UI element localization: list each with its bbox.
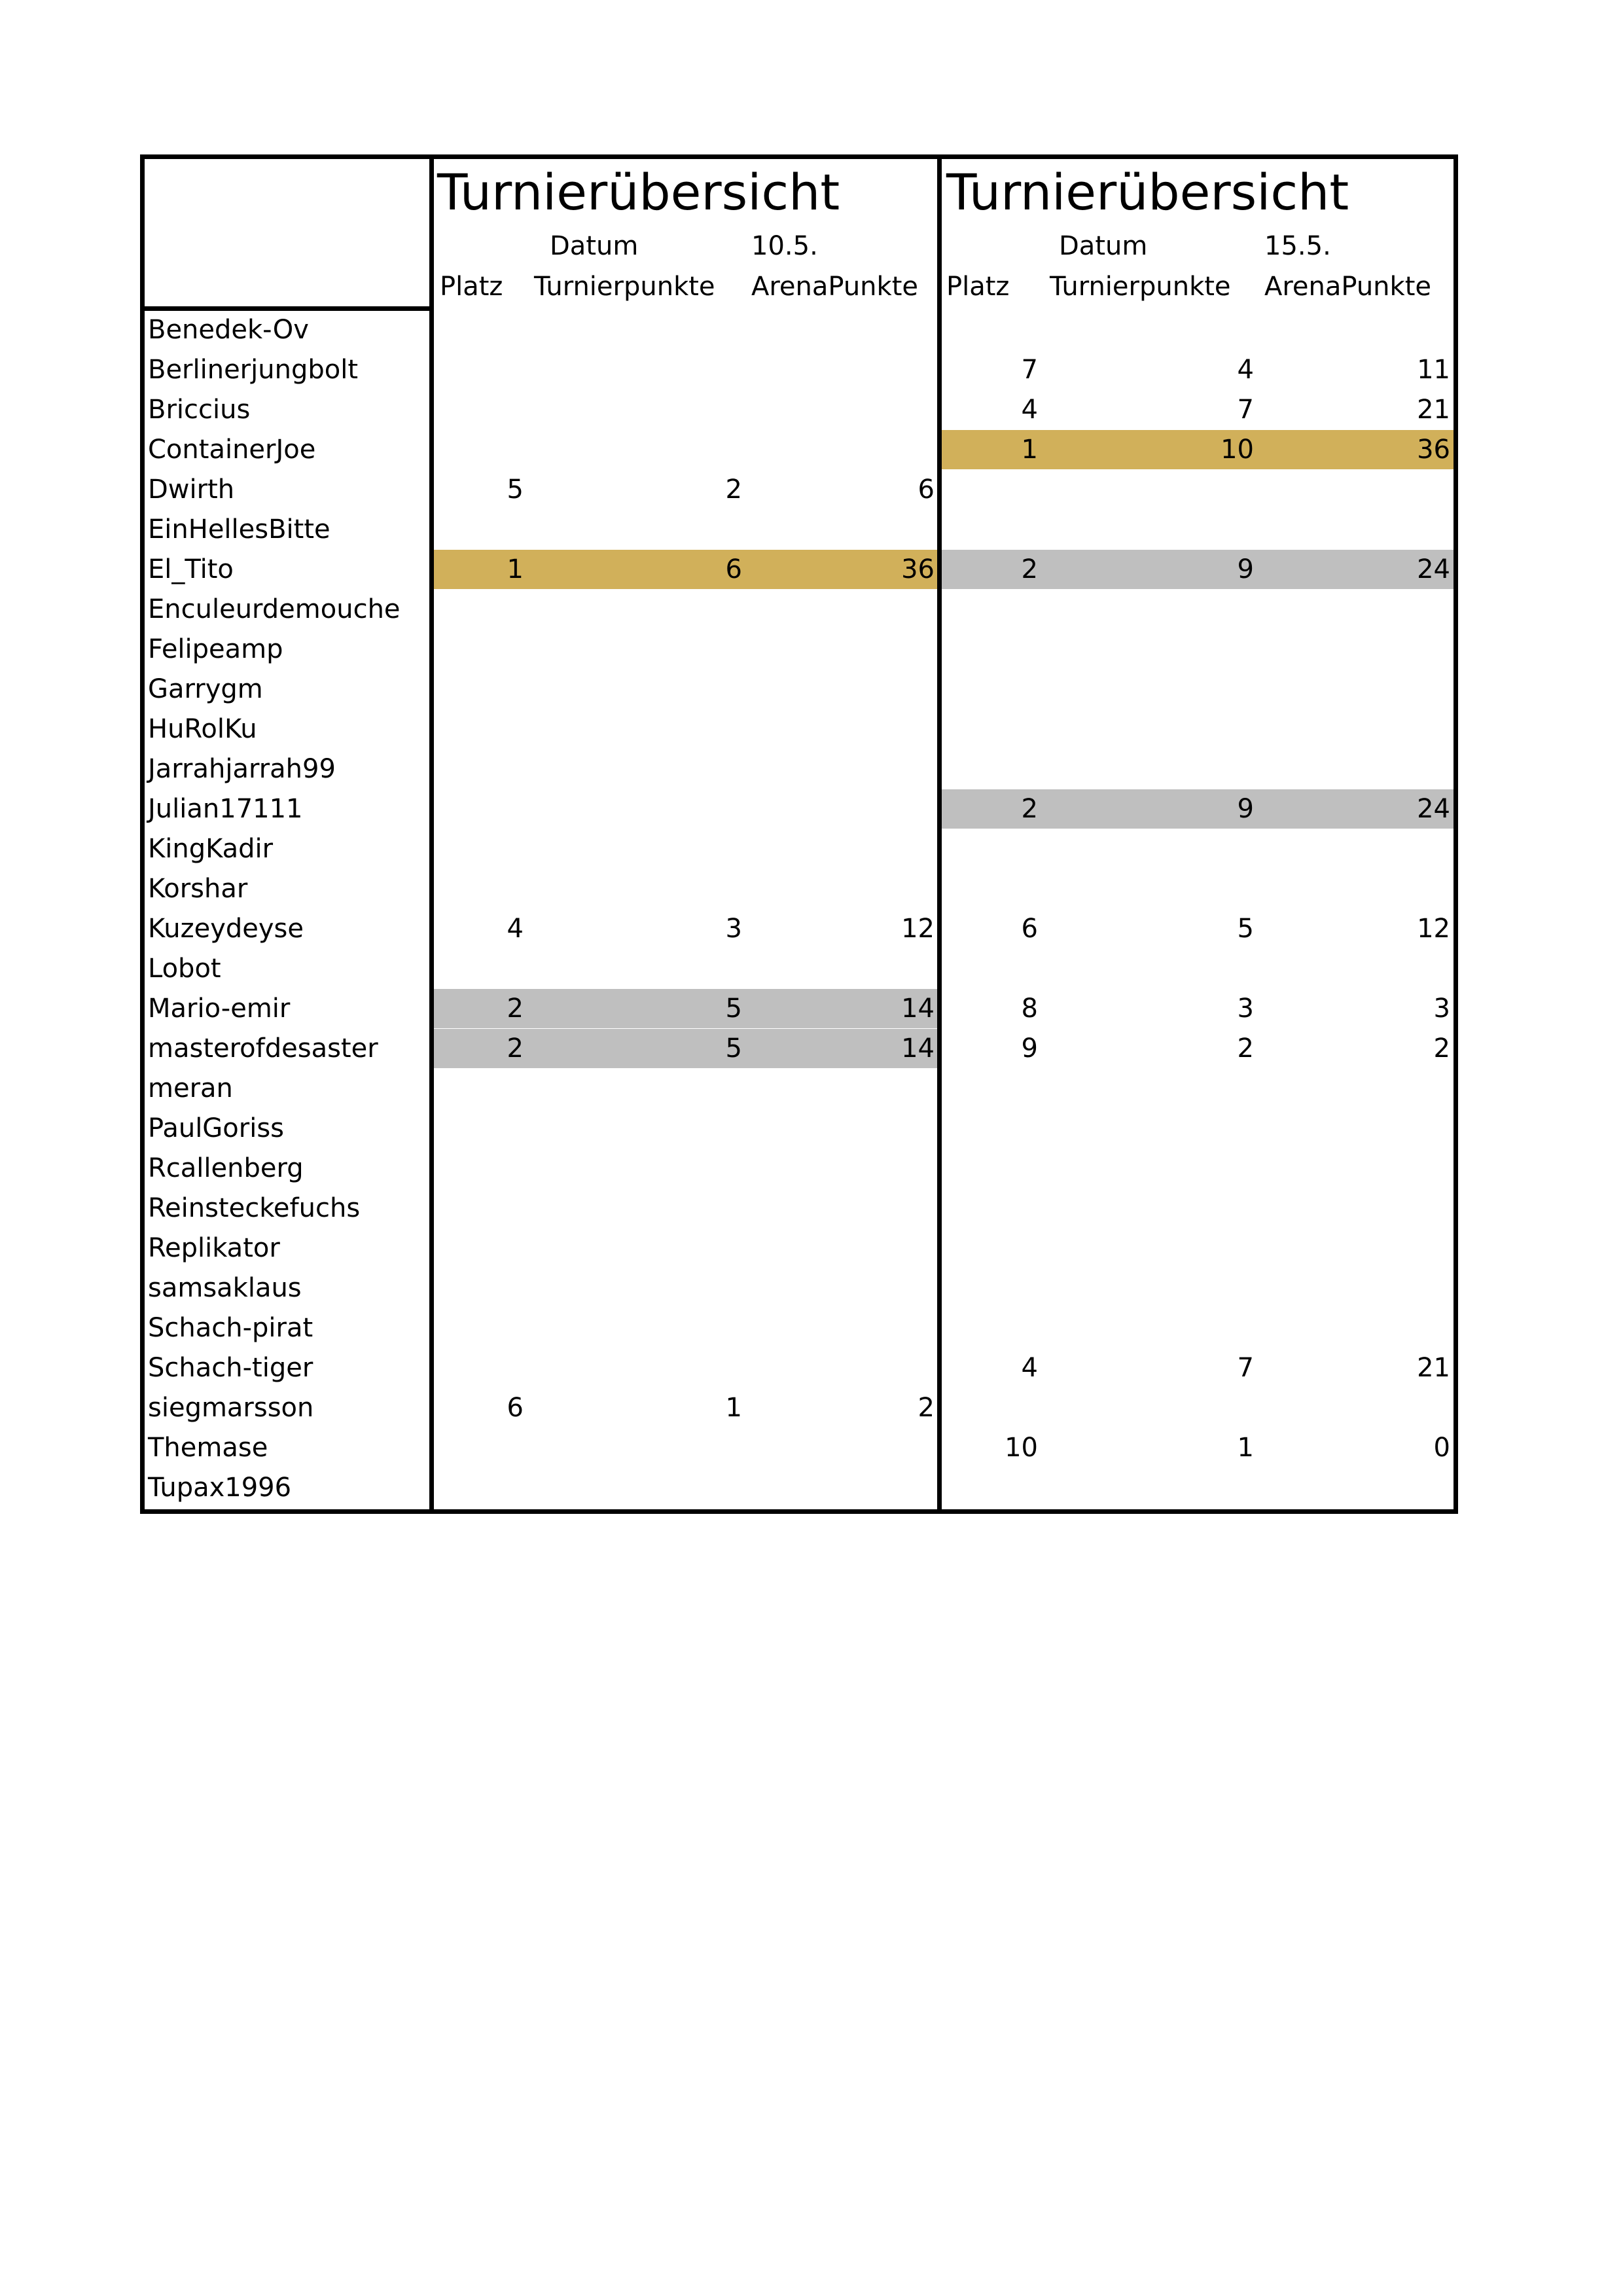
player-name: meran	[148, 1073, 233, 1103]
block1-platz-header: Platz	[440, 272, 503, 302]
player-name: KingKadir	[148, 834, 274, 864]
table-right-border	[1454, 154, 1458, 1514]
block1-datum-label: Datum	[550, 231, 639, 261]
player-name: ContainerJoe	[148, 435, 316, 465]
t1-turnier-cell: 6	[725, 554, 742, 584]
t2-arena-cell: 2	[1433, 1033, 1450, 1064]
t2-platz-cell: 1	[1021, 435, 1038, 465]
player-name: Berlinerjungbolt	[148, 355, 358, 385]
t1-turnier-cell: 5	[725, 1033, 742, 1064]
t2-arena-cell: 12	[1417, 914, 1450, 944]
player-name: Rcallenberg	[148, 1153, 304, 1183]
t2-platz-cell: 7	[1021, 355, 1038, 385]
t2-turnier-cell: 9	[1237, 554, 1254, 584]
player-name: Kuzeydeyse	[148, 914, 304, 944]
t2-platz-cell: 4	[1021, 395, 1038, 425]
player-name: siegmarsson	[148, 1393, 314, 1423]
t2-arena-cell: 3	[1433, 994, 1450, 1024]
block2-datum-label: Datum	[1059, 231, 1148, 261]
player-name: Garrygm	[148, 674, 263, 704]
player-name: Dwirth	[148, 475, 235, 505]
table-left-border	[140, 154, 145, 1514]
t2-turnier-cell: 7	[1237, 395, 1254, 425]
player-name: PaulGoriss	[148, 1113, 285, 1143]
player-name: HuRolKu	[148, 714, 257, 744]
table-top-border	[140, 154, 1458, 159]
player-name: Jarrahjarrah99	[148, 754, 336, 784]
block-divider	[937, 154, 942, 1514]
t2-turnier-cell: 5	[1237, 914, 1254, 944]
player-name: Enculeurdemouche	[148, 594, 401, 624]
t2-arena-cell: 21	[1417, 1353, 1450, 1383]
player-name: Themase	[148, 1433, 268, 1463]
t2-platz-cell: 2	[1021, 794, 1038, 824]
t1-turnier-cell: 5	[725, 994, 742, 1024]
t2-arena-cell: 24	[1417, 554, 1450, 584]
t2-turnier-cell: 1	[1237, 1433, 1254, 1463]
t2-turnier-cell: 4	[1237, 355, 1254, 385]
t2-turnier-cell: 3	[1237, 994, 1254, 1024]
t1-platz-cell: 5	[507, 475, 524, 505]
block1-turnierpunkte-header: Turnierpunkte	[534, 272, 715, 302]
block2-turnierpunkte-header: Turnierpunkte	[1050, 272, 1231, 302]
t2-platz-cell: 8	[1021, 994, 1038, 1024]
player-name: Tupax1996	[148, 1473, 292, 1503]
t1-arena-cell: 14	[901, 994, 935, 1024]
t2-arena-cell: 11	[1417, 355, 1450, 385]
silver-highlight-band	[942, 550, 1454, 589]
name-header-bottom-border	[140, 306, 434, 311]
t2-platz-cell: 10	[1005, 1433, 1038, 1463]
player-name: Reinsteckefuchs	[148, 1193, 361, 1223]
player-name: El_Tito	[148, 554, 234, 584]
t2-platz-cell: 6	[1021, 914, 1038, 944]
t2-arena-cell: 0	[1433, 1433, 1450, 1463]
player-name: EinHellesBitte	[148, 514, 330, 545]
t2-turnier-cell: 9	[1237, 794, 1254, 824]
player-name: samsaklaus	[148, 1273, 302, 1303]
t1-arena-cell: 12	[901, 914, 935, 944]
t2-arena-cell: 21	[1417, 395, 1450, 425]
block1-title: Turnierübersicht	[437, 163, 840, 221]
t2-turnier-cell: 7	[1237, 1353, 1254, 1383]
player-name: Mario-emir	[148, 994, 291, 1024]
t1-arena-cell: 2	[918, 1393, 935, 1423]
block2-arenapunkte-header: ArenaPunkte	[1264, 272, 1431, 302]
t2-platz-cell: 9	[1021, 1033, 1038, 1064]
t2-arena-cell: 36	[1417, 435, 1450, 465]
block1-arenapunkte-header: ArenaPunkte	[751, 272, 918, 302]
player-name: masterofdesaster	[148, 1033, 378, 1064]
t1-arena-cell: 14	[901, 1033, 935, 1064]
player-name: Schach-pirat	[148, 1313, 313, 1343]
t1-platz-cell: 1	[507, 554, 524, 584]
block1-date: 10.5.	[751, 231, 818, 261]
block2-platz-header: Platz	[946, 272, 1010, 302]
player-name: Replikator	[148, 1233, 280, 1263]
t2-platz-cell: 4	[1021, 1353, 1038, 1383]
player-name: Schach-tiger	[148, 1353, 313, 1383]
t1-platz-cell: 6	[507, 1393, 524, 1423]
name-column-divider	[429, 154, 434, 1514]
player-name: Felipeamp	[148, 634, 283, 664]
t1-arena-cell: 36	[901, 554, 935, 584]
t1-arena-cell: 6	[918, 475, 935, 505]
t1-turnier-cell: 3	[725, 914, 742, 944]
t1-platz-cell: 2	[507, 994, 524, 1024]
t1-turnier-cell: 2	[725, 475, 742, 505]
player-name: Korshar	[148, 874, 248, 904]
gold-highlight-band	[942, 430, 1454, 469]
t2-turnier-cell: 10	[1221, 435, 1254, 465]
t1-platz-cell: 4	[507, 914, 524, 944]
player-name: Briccius	[148, 395, 251, 425]
block2-date: 15.5.	[1264, 231, 1331, 261]
t2-arena-cell: 24	[1417, 794, 1450, 824]
player-name: Benedek-Ov	[148, 315, 309, 345]
t1-platz-cell: 2	[507, 1033, 524, 1064]
t1-turnier-cell: 1	[725, 1393, 742, 1423]
t2-turnier-cell: 2	[1237, 1033, 1254, 1064]
player-name: Julian17111	[148, 794, 303, 824]
player-name: Lobot	[148, 954, 221, 984]
table-bottom-border	[140, 1509, 1458, 1514]
silver-highlight-band	[942, 789, 1454, 829]
t2-platz-cell: 2	[1021, 554, 1038, 584]
block2-title: Turnierübersicht	[946, 163, 1349, 221]
